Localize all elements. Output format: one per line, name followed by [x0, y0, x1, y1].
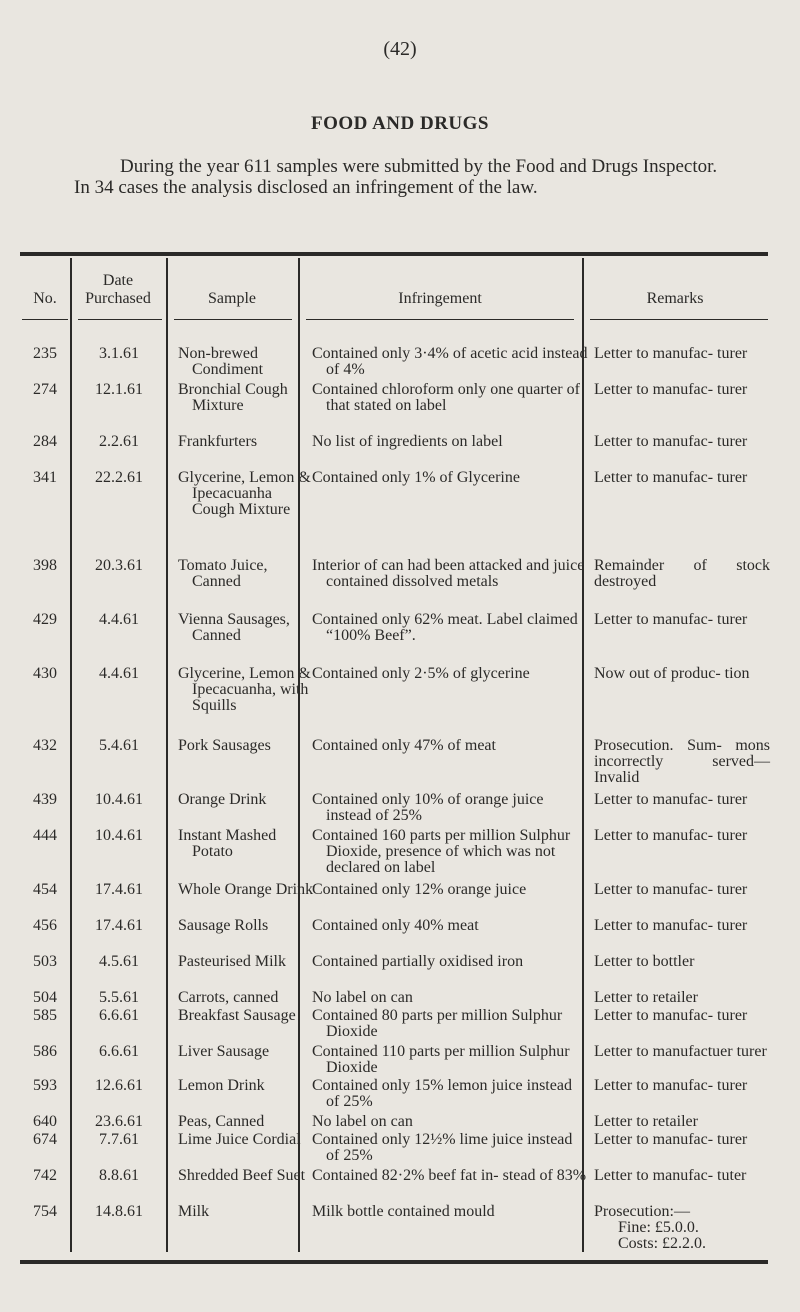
row-infringement: Contained only 12½% lime juice instead of 25%: [312, 1131, 573, 1164]
column-divider: [70, 258, 72, 1252]
row-number: 674: [33, 1131, 57, 1148]
row-number: 586: [33, 1043, 57, 1060]
row-date: 10.4.61: [95, 827, 143, 844]
row-number: 640: [33, 1113, 57, 1130]
row-number: 439: [33, 791, 57, 808]
row-sample: Bronchial Cough Mixture: [178, 381, 288, 414]
row-sample: Pasteurised Milk: [178, 953, 286, 970]
row-remarks: Letter to manufactuer turer: [594, 1043, 767, 1060]
row-date: 6.6.61: [99, 1043, 139, 1060]
row-number: 742: [33, 1167, 57, 1184]
column-header-remarks: Remarks: [646, 290, 704, 307]
header-rule: [590, 319, 768, 320]
row-infringement: No label on can: [312, 989, 413, 1006]
row-remarks: Letter to manufac- tuter: [594, 1167, 747, 1184]
row-date: 12.1.61: [95, 381, 143, 398]
row-remarks: Now out of produc- tion: [594, 665, 750, 682]
row-remarks: Letter to manufac- turer: [594, 791, 748, 808]
row-infringement: Contained 110 parts per million Sulphur Dioxide: [312, 1043, 570, 1076]
row-date: 12.6.61: [95, 1077, 143, 1094]
row-sample: Tomato Juice, Canned: [178, 557, 268, 590]
row-remarks: Letter to manufac- turer: [594, 345, 748, 362]
row-date: 3.1.61: [99, 345, 139, 362]
row-number: 444: [33, 827, 57, 844]
row-infringement: Interior of can had been attacked and juice contained dissolved metals: [312, 557, 585, 590]
row-infringement: Contained only 40% meat: [312, 917, 479, 934]
row-number: 503: [33, 953, 57, 970]
row-number: 432: [33, 737, 57, 754]
row-remarks: Letter to manufac- turer: [594, 827, 748, 844]
row-date: 4.4.61: [99, 611, 139, 628]
row-sample: Pork Sausages: [178, 737, 271, 754]
row-sample: Instant Mashed Potato: [178, 827, 277, 860]
row-number: 504: [33, 989, 57, 1006]
row-date: 10.4.61: [95, 791, 143, 808]
row-remarks: Remainder of stock destroyed: [594, 557, 770, 590]
row-remarks: Letter to retailer: [594, 989, 698, 1006]
row-number: 429: [33, 611, 57, 628]
row-date: 5.5.61: [99, 989, 139, 1006]
row-date: 2.2.61: [99, 433, 139, 450]
row-number: 284: [33, 433, 57, 450]
row-date: 4.5.61: [99, 953, 139, 970]
row-number: 456: [33, 917, 57, 934]
row-sample: Lemon Drink: [178, 1077, 265, 1094]
row-infringement: Contained 80 parts per million Sulphur Dioxide: [312, 1007, 563, 1040]
row-remarks: [594, 1204, 770, 1252]
row-number: 454: [33, 881, 57, 898]
row-date: 14.8.61: [95, 1203, 143, 1220]
row-infringement: No label on can: [312, 1113, 413, 1130]
row-sample: Peas, Canned: [178, 1113, 265, 1130]
row-infringement: Contained only 62% meat. Label claimed “100% Beef”.: [312, 611, 578, 644]
row-number: 398: [33, 557, 57, 574]
row-number: 754: [33, 1203, 57, 1220]
row-date: 17.4.61: [95, 917, 143, 934]
row-remarks: Letter to bottler: [594, 953, 695, 970]
row-number: 593: [33, 1077, 57, 1094]
row-sample: Milk: [178, 1203, 210, 1220]
table-bottom-rule: [20, 1260, 768, 1264]
row-infringement: Contained 82·2% beef fat in- stead of 83%: [312, 1167, 587, 1184]
row-sample: Sausage Rolls: [178, 917, 269, 934]
row-number: 585: [33, 1007, 57, 1024]
row-remarks: Letter to manufac- turer: [594, 433, 748, 450]
row-infringement: No list of ingredients on label: [312, 433, 503, 450]
column-header-date: [70, 272, 166, 308]
table-top-rule: [20, 252, 768, 256]
section-heading: FOOD AND DRUGS: [310, 113, 489, 134]
row-date: 22.2.61: [95, 469, 143, 486]
row-sample: Glycerine, Lemon & Ipecacuanha, with Squills: [178, 665, 311, 714]
row-date: 5.4.61: [99, 737, 139, 754]
row-remarks: Letter to manufac- turer: [594, 381, 748, 398]
row-sample: Shredded Beef Suet: [178, 1167, 306, 1184]
row-date: 20.3.61: [95, 557, 143, 574]
row-date: 17.4.61: [95, 881, 143, 898]
row-sample: Frankfurters: [178, 433, 258, 450]
column-divider: [166, 258, 168, 1252]
row-date: 8.8.61: [99, 1167, 139, 1184]
row-number: 341: [33, 469, 57, 486]
row-sample: Lime Juice Cordial: [178, 1131, 301, 1148]
costs-amount: Costs: £2.2.0.: [618, 1235, 707, 1252]
header-rule: [22, 319, 68, 320]
row-date: 7.7.61: [99, 1131, 139, 1148]
page-number: (42): [383, 38, 417, 60]
prosecution-label: Prosecution:—: [594, 1203, 690, 1220]
row-date: 4.4.61: [99, 665, 139, 682]
row-sample: Vienna Sausages, Canned: [178, 611, 290, 644]
header-rule: [174, 319, 292, 320]
row-sample: Non-brewed Condiment: [178, 345, 264, 378]
header-rule: [78, 319, 162, 320]
row-sample: Carrots, canned: [178, 989, 279, 1006]
row-sample: Liver Sausage: [178, 1043, 270, 1060]
row-number: 235: [33, 345, 57, 362]
row-sample: Breakfast Sausage: [178, 1007, 296, 1024]
row-remarks: Letter to manufac- turer: [594, 881, 748, 898]
row-infringement: Contained chloroform only one quarter of that stated on label: [312, 381, 580, 414]
row-infringement: Contained partially oxidised iron: [312, 953, 524, 970]
row-remarks: Letter to manufac- turer: [594, 611, 748, 628]
row-infringement: Contained only 15% lemon juice instead of 25%: [312, 1077, 572, 1110]
column-header-infringement: Infringement: [398, 290, 482, 307]
row-date: 23.6.61: [95, 1113, 143, 1130]
row-infringement: Milk bottle contained mould: [312, 1203, 495, 1220]
column-header-date-line: Purchased: [85, 290, 151, 307]
row-infringement: Contained 160 parts per million Sulphur Dioxide, presence of which was not declared on label: [312, 827, 571, 876]
row-remarks: Letter to manufac- turer: [594, 1007, 748, 1024]
row-infringement: Contained only 47% of meat: [312, 737, 496, 754]
row-infringement: Contained only 1% of Glycerine: [312, 469, 520, 486]
row-sample: Whole Orange Drink: [178, 881, 314, 898]
row-number: 274: [33, 381, 57, 398]
row-remarks: Letter to manufac- turer: [594, 917, 748, 934]
intro-paragraph: During the year 611 samples were submitted by the Food and Drugs Inspector. In 34 cases the analysis disclosed an infringement of the law.: [74, 156, 718, 198]
row-remarks: Letter to manufac- turer: [594, 1077, 748, 1094]
row-date: 6.6.61: [99, 1007, 139, 1024]
header-rule: [306, 319, 574, 320]
column-header-no: No.: [33, 290, 57, 307]
column-header-date-line: Date: [102, 272, 134, 289]
row-remarks: Prosecution. Sum- mons incorrectly served—Invalid: [594, 737, 770, 786]
fine-amount: Fine: £5.0.0.: [618, 1219, 699, 1236]
row-infringement: Contained only 3·4% of acetic acid instead of 4%: [312, 345, 588, 378]
row-sample: Glycerine, Lemon & Ipecacuanha Cough Mixture: [178, 469, 311, 518]
row-infringement: Contained only 10% of orange juice instead of 25%: [312, 791, 544, 824]
infringements-table: [20, 252, 768, 1268]
row-number: 430: [33, 665, 57, 682]
row-infringement: Contained only 2·5% of glycerine: [312, 665, 530, 682]
row-remarks: Letter to manufac- turer: [594, 1131, 748, 1148]
row-infringement: Contained only 12% orange juice: [312, 881, 527, 898]
row-sample: Orange Drink: [178, 791, 267, 808]
column-header-sample: Sample: [208, 290, 256, 307]
row-remarks: Letter to manufac- turer: [594, 469, 748, 486]
row-remarks: Letter to retailer: [594, 1113, 698, 1130]
